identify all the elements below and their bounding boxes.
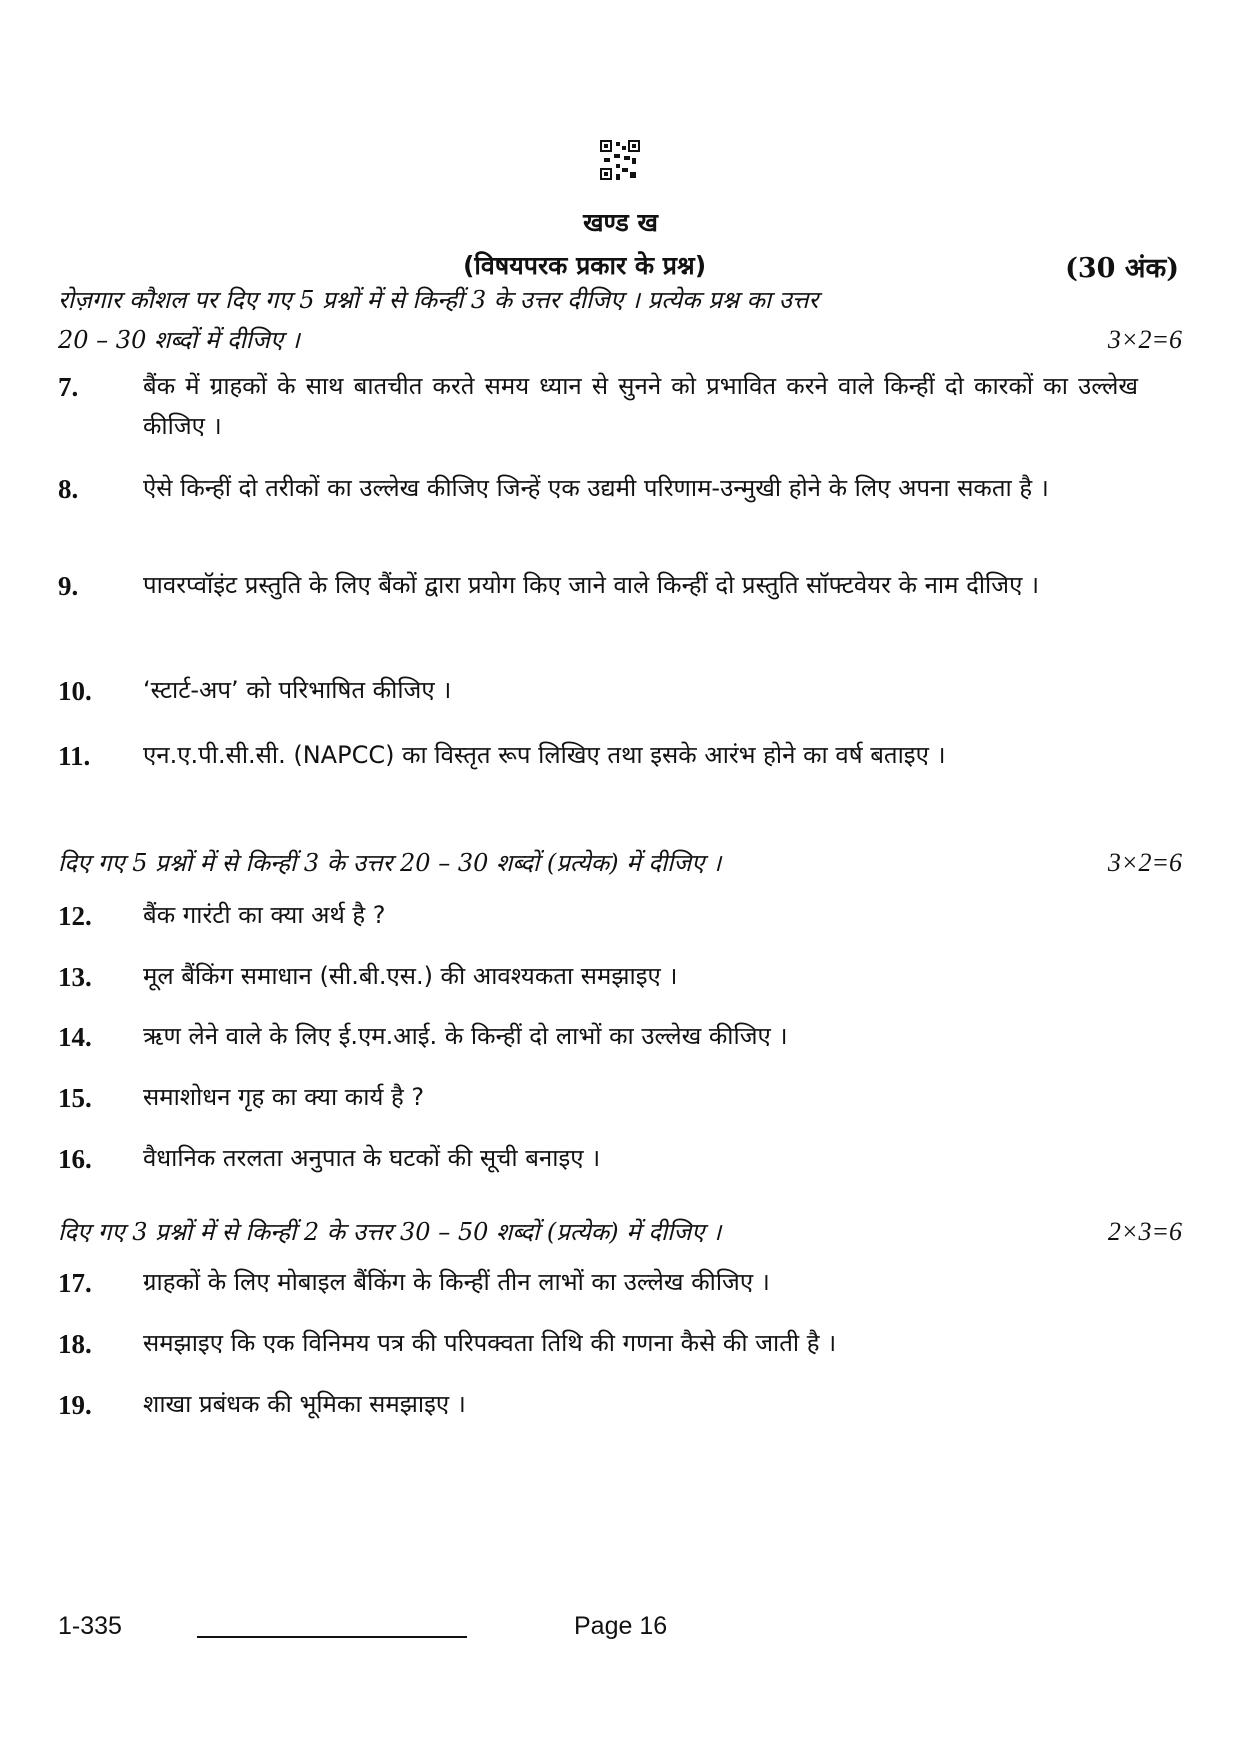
section-title: खण्ड ख bbox=[583, 208, 658, 237]
question-number: 18. bbox=[58, 1329, 92, 1359]
question-number: 14. bbox=[58, 1022, 92, 1052]
question-text: ‘स्टार्ट-अप’ को परिभाषित कीजिए । bbox=[143, 676, 452, 704]
question-item bbox=[58, 1384, 1138, 1424]
question-item bbox=[58, 366, 1138, 446]
question-item bbox=[58, 1323, 1138, 1363]
question-text: ग्राहकों के लिए मोबाइल बैंकिंग के किन्हीं तीन लाभों का उल्लेख कीजिए । bbox=[143, 1268, 770, 1296]
question-number: 15. bbox=[58, 1083, 92, 1113]
question-text: ऐसे किन्हीं दो तरीकों का उल्लेख कीजिए जिन्हें एक उद्यमी परिणाम-उन्मुखी होने के लिए अपना सकता है । bbox=[143, 474, 1049, 502]
instruction-block bbox=[58, 843, 1182, 883]
question-number: 8. bbox=[58, 474, 79, 504]
question-item bbox=[58, 956, 1138, 996]
question-text: बैंक गारंटी का क्या अर्थ है ? bbox=[143, 901, 386, 929]
section-subtitle: (विषयपरक प्रकार के प्रश्न) bbox=[463, 251, 707, 280]
instruction-marks: 3×2=6 bbox=[1107, 848, 1182, 877]
question-text: समाशोधन गृह का क्या कार्य है ? bbox=[143, 1083, 425, 1111]
question-item bbox=[58, 468, 1138, 508]
question-number: 11. bbox=[58, 741, 91, 771]
question-item bbox=[58, 1077, 1138, 1117]
question-text: वैधानिक तरलता अनुपात के घटकों की सूची बनाइए । bbox=[143, 1144, 601, 1172]
instruction-line: रोज़गार कौशल पर दिए गए 5 प्रश्नों में से किन्हीं 3 के उत्तर दीजिए । प्रत्येक प्रश्न का उत्तर bbox=[58, 286, 819, 314]
instruction-block bbox=[58, 1212, 1182, 1252]
question-text: शाखा प्रबंधक की भूमिका समझाइए । bbox=[143, 1390, 466, 1418]
qr-code-icon bbox=[600, 140, 640, 182]
instruction-line: 20 – 30 शब्दों में दीजिए । bbox=[58, 326, 300, 354]
question-text: बैंक में ग्राहकों के साथ बातचीत करते समय ध्यान से सुनने को प्रभावित करने वाले किन्हीं दो कारकों का उल्लेख कीजिए । bbox=[143, 372, 1138, 440]
question-number: 7. bbox=[58, 372, 79, 402]
question-number: 12. bbox=[58, 901, 92, 931]
question-item bbox=[58, 1262, 1138, 1302]
question-number: 17. bbox=[58, 1268, 92, 1298]
footer-divider bbox=[197, 1636, 467, 1638]
instruction-marks: 2×3=6 bbox=[1107, 1217, 1182, 1246]
instruction-block bbox=[58, 280, 1182, 360]
question-text: पावरप्वॉइंट प्रस्तुति के लिए बैंकों द्वारा प्रयोग किए जाने वाले किन्हीं दो प्रस्तुति सॉफ्टवेयर के नाम दीजिए । bbox=[143, 571, 1040, 599]
footer-page-number: Page 16 bbox=[574, 1612, 668, 1640]
instruction-line: दिए गए 5 प्रश्नों में से किन्हीं 3 के उत्तर 20 – 30 शब्दों (प्रत्येक) में दीजिए । bbox=[58, 849, 722, 877]
instruction-marks: 3×2=6 bbox=[1107, 325, 1182, 354]
question-item bbox=[58, 895, 1138, 935]
question-item bbox=[58, 670, 1138, 710]
question-number: 16. bbox=[58, 1144, 92, 1174]
question-text: एन.ए.पी.सी.सी. (NAPCC) का विस्तृत रूप लिखिए तथा इसके आरंभ होने का वर्ष बताइए । bbox=[143, 741, 946, 769]
question-item bbox=[58, 565, 1138, 605]
question-item bbox=[58, 1016, 1138, 1056]
instruction-line: दिए गए 3 प्रश्नों में से किन्हीं 2 के उत्तर 30 – 50 शब्दों (प्रत्येक) में दीजिए । bbox=[58, 1218, 722, 1246]
question-number: 13. bbox=[58, 962, 92, 992]
question-number: 10. bbox=[58, 676, 92, 706]
question-item bbox=[58, 1138, 1138, 1178]
footer-code: 1-335 bbox=[58, 1612, 122, 1640]
question-text: ऋण लेने वाले के लिए ई.एम.आई. के किन्हीं दो लाभों का उल्लेख कीजिए । bbox=[143, 1022, 788, 1050]
question-number: 19. bbox=[58, 1390, 92, 1420]
question-text: समझाइए कि एक विनिमय पत्र की परिपक्वता तिथि की गणना कैसे की जाती है । bbox=[143, 1329, 837, 1357]
section-marks: (30 अंक) bbox=[1065, 253, 1179, 284]
question-item bbox=[58, 735, 1138, 775]
question-number: 9. bbox=[58, 571, 79, 601]
question-text: मूल बैंकिंग समाधान (सी.बी.एस.) की आवश्यकता समझाइए । bbox=[143, 962, 678, 990]
